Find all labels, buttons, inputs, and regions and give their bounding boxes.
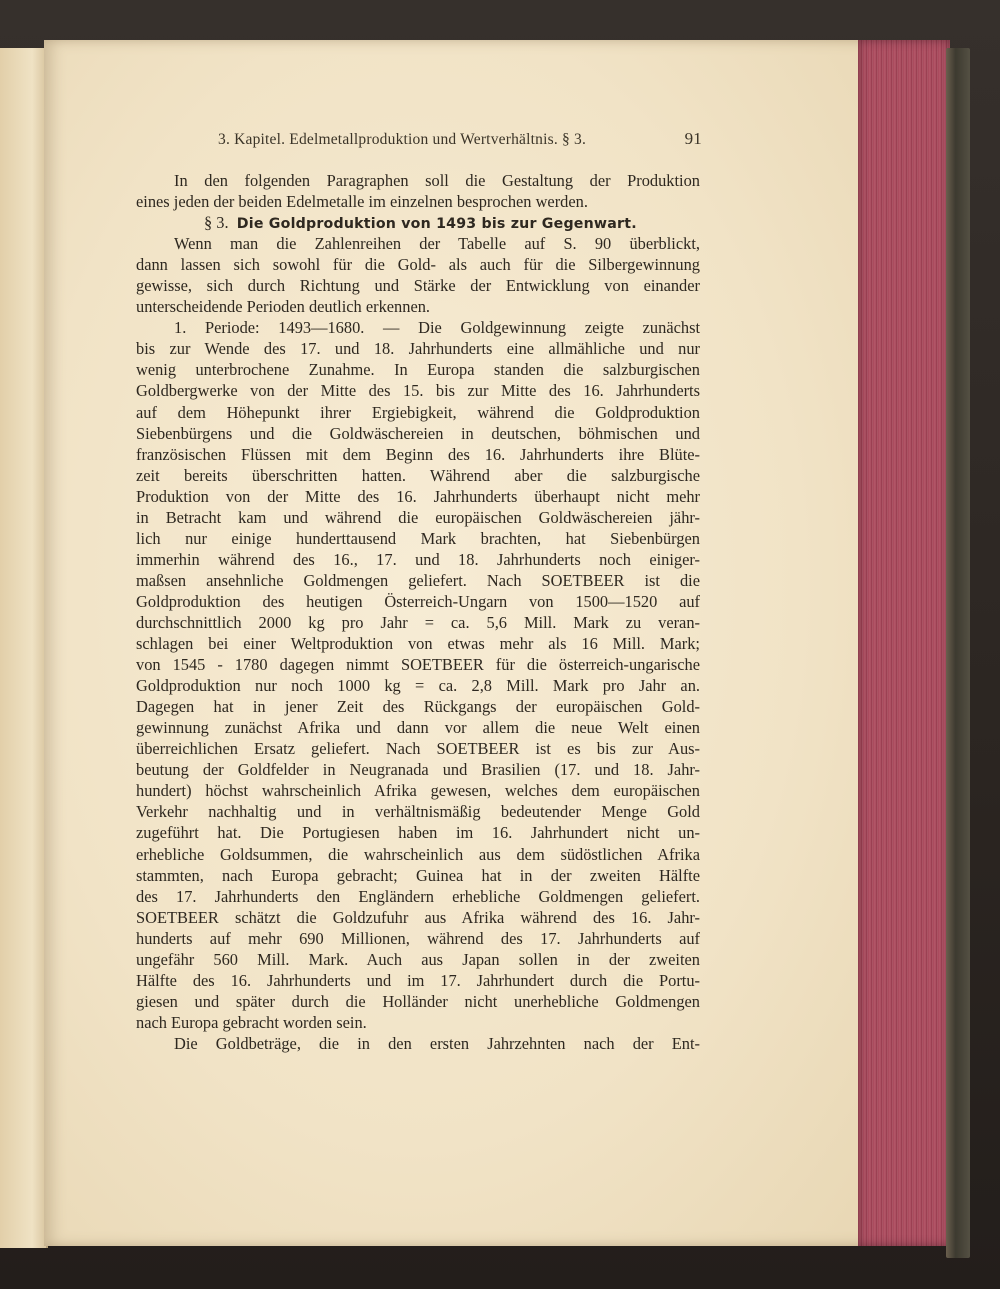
text-line: eines jeden der beiden Edelmetalle im einzelnen besprochen werden. xyxy=(136,192,588,212)
text-line: Produktion von der Mitte des 16. Jahrhunderts überhaupt nicht mehr xyxy=(136,486,700,506)
text-line: dann lassen sich sowohl für die Gold- als auch für die Silbergewinnung xyxy=(136,255,700,275)
facing-page-edge xyxy=(0,48,48,1248)
text-line: In den folgenden Paragraphen soll die Gestaltung der Produktion xyxy=(174,171,700,190)
running-header xyxy=(218,131,702,153)
text-line: bis zur Wende des 17. und 18. Jahrhunderts eine allmähliche und nur xyxy=(136,339,700,359)
text-line: giesen und später durch die Holländer nicht unerhebliche Goldmengen xyxy=(136,991,700,1011)
text-line: wenig unterbrochene Zunahme. In Europa standen die salzburgischen xyxy=(136,360,700,380)
section-title: Die Goldproduktion von 1493 bis zur Gegenwart. xyxy=(236,216,637,233)
text-line: Goldproduktion nur noch 1000 kg = ca. 2,8 Mill. Mark pro Jahr an. xyxy=(136,676,700,696)
text-line: unterscheidende Perioden deutlich erkennen. xyxy=(136,297,431,317)
text-line: hunderts auf mehr 690 Millionen, während des 17. Jahrhunderts auf xyxy=(136,928,700,948)
text-line: Dagegen hat in jener Zeit des Rückgangs der europäischen Gold- xyxy=(136,697,700,717)
text-line: französischen Flüssen mit dem Beginn des 16. Jahrhunderts ihre Blüte- xyxy=(136,444,700,464)
section-heading xyxy=(136,212,700,233)
text-line: erhebliche Goldsummen, die wahrscheinlich aus dem südöstlichen Afrika xyxy=(136,844,700,864)
body-text xyxy=(136,170,700,1054)
text-line: hundert) höchst wahrscheinlich Afrika gewesen, welches dem europäischen xyxy=(136,781,700,801)
text-line: SOETBEER schätzt die Goldzufuhr aus Afrika während des 16. Jahr- xyxy=(136,907,700,927)
text-line: Wenn man die Zahlenreihen der Tabelle auf S. 90 überblickt, xyxy=(174,234,700,254)
text-line: Goldproduktion des heutigen Österreich-Ungarn von 1500—1520 auf xyxy=(136,591,700,611)
text-line: ungefähr 560 Mill. Mark. Auch aus Japan sollen in der zweiten xyxy=(136,949,700,969)
text-line: immerhin während des 16., 17. und 18. Jahrhunderts noch einiger- xyxy=(136,549,700,569)
text-line: durchschnittlich 2000 kg pro Jahr = ca. 5,6 Mill. Mark zu veran- xyxy=(136,612,700,632)
text-line: auf dem Höhepunkt ihrer Ergiebigkeit, während die Goldproduktion xyxy=(136,402,700,422)
text-line: Die Goldbeträge, die in den ersten Jahrzehnten nach der Ent- xyxy=(174,1033,700,1053)
text-line: überreichlichen Ersatz geliefert. Nach SOETBEER ist es bis zur Aus- xyxy=(136,739,700,759)
page-block-edge xyxy=(858,40,950,1246)
text-line: beutung der Goldfelder in Neugranada und Brasilien (17. und 18. Jahr- xyxy=(136,760,700,780)
text-line: von 1545 - 1780 dagegen nimmt SOETBEER für die österreich-ungarische xyxy=(136,655,700,675)
page-number: 91 xyxy=(684,129,702,148)
text-line: gewisse, sich durch Richtung und Stärke der Entwicklung von einander xyxy=(136,276,700,296)
text-line: stammten, nach Europa gebracht; Guinea hat in der zweiten Hälfte xyxy=(136,865,700,885)
text-line: Verkehr nachhaltig und in verhältnismäßig bedeutender Menge Gold xyxy=(136,802,700,822)
text-line: zugeführt hat. Die Portugiesen haben im 16. Jahrhundert nicht un- xyxy=(136,823,700,843)
section-number: § 3. xyxy=(204,213,229,233)
text-line: maßsen ansehnliche Goldmengen geliefert. Nach SOETBEER ist die xyxy=(136,570,700,590)
running-header-title: 3. Kapitel. Edelmetallproduktion und Wertverhältnis. § 3. xyxy=(218,131,587,148)
text-line: in Betracht kam und während die europäischen Goldwäschereien jähr- xyxy=(136,507,700,527)
book-cover-edge xyxy=(946,48,970,1258)
text-line: Goldbergwerke von der Mitte des 15. bis zur Mitte des 16. Jahrhunderts xyxy=(136,381,700,401)
text-line: des 17. Jahrhunderts den Engländern erhebliche Goldmengen geliefert. xyxy=(136,886,700,906)
text-line: nach Europa gebracht worden sein. xyxy=(136,1012,367,1032)
text-line: Hälfte des 16. Jahrhunderts und im 17. Jahrhundert durch die Portu- xyxy=(136,970,700,990)
text-line: schlagen bei einer Weltproduktion von etwas mehr als 16 Mill. Mark; xyxy=(136,634,700,654)
text-line: Siebenbürgens und die Goldwäschereien in deutschen, böhmischen und xyxy=(136,423,700,443)
text-line: gewinnung zunächst Afrika und dann vor allem die neue Welt einen xyxy=(136,718,700,738)
text-line: lich nur einige hunderttausend Mark brachten, hat Siebenbürgen xyxy=(136,528,700,548)
text-line: zeit bereits überschritten hatten. Während aber die salzburgische xyxy=(136,465,700,485)
text-line: 1. Periode: 1493—1680. — Die Goldgewinnung zeigte zunächst xyxy=(174,318,700,338)
